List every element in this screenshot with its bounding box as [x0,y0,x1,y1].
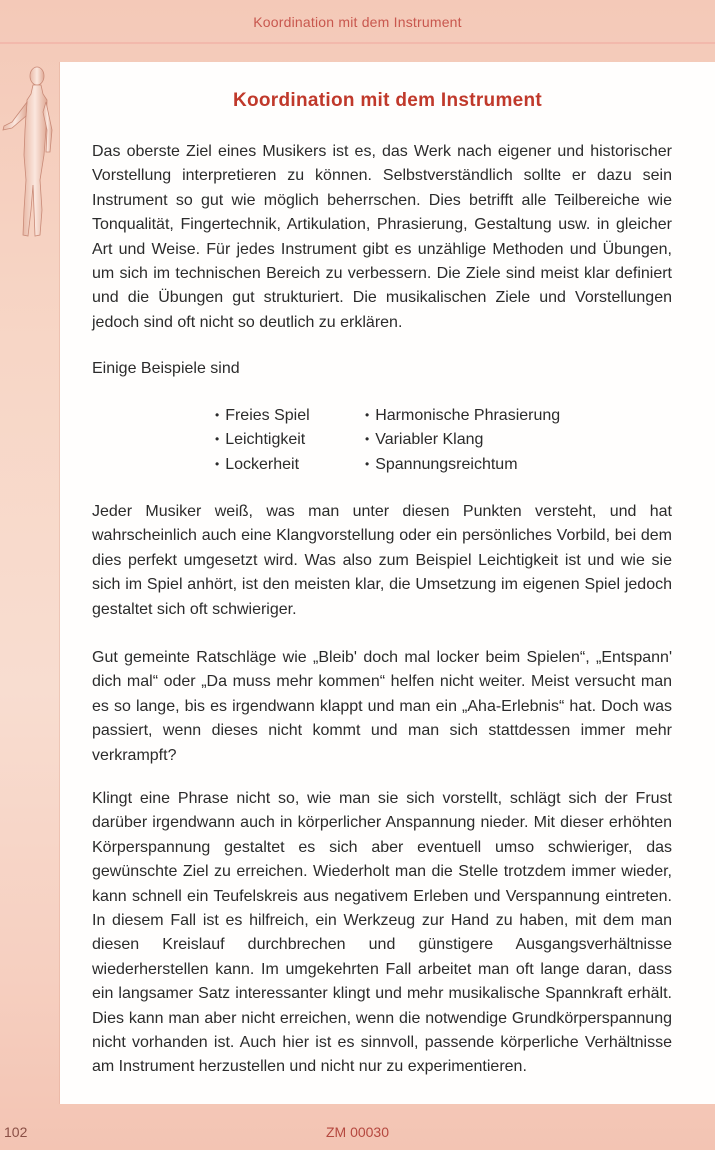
examples-list-left [215,404,365,477]
header-divider [0,42,715,44]
human-figure-illustration [0,60,58,245]
paragraph-tension: Klingt eine Phrase nicht so, wie man sie sich vorstellt, schlägt sich der Frust darüber irgendwann auch in körperlicher Anspannung nieder. Mit dieser erhöhten Körperspannung gestaltet es sich aber eventuell umso schwieriger, das gewünschte Ziel zu erreichen. Wiederholt man die Stelle trotzdem immer wieder, kann schnell ein Teufelskreis aus negativem Erleben und Verspannung eintreten. In diesem Fall ist es hilfreich, ein Werkzeug zur Hand zu haben, mit dem man diesen Kreislauf durchbrechen und günstigere Ausgangsverhältnisse wiederherstellen kann. Im umgekehrten Fall arbeitet man oft lange daran, dass ein langsamer Satz interessanter klingt und mehr musikalische Spannkraft erhält. Dies kann man aber nicht erreichen, wenn die notwendige Grundkörperspannung nicht vorhanden ist. Auch hier ist es sinnvoll, passende körperliche Verhältnisse am Instrument herzustellen und nicht nur zu experimentieren. [92,790,672,1076]
catalog-code: ZM 00030 [325,1124,390,1140]
paragraph-advice: Gut gemeinte Ratschläge wie „Bleib' doch mal locker beim Spielen“, „Entspann' dich mal“ oder „Da muss mehr kommen“ helfen nicht weiter. Meist versucht man es so lange, bis es irgendwann klappt und man ein „Aha-Erlebnis“ hat. Doch was passiert, wenn dieses nicht kommt und man sich stattdessen immer mehr verkrampft? [92,649,672,764]
examples-list [215,404,635,477]
list-item: • Variabler Klang [365,428,560,452]
examples-list-right [365,404,560,477]
list-item: • Harmonische Phrasierung [365,404,560,428]
article-title: Koordination mit dem Instrument [232,90,543,111]
paragraph-intro: Das oberste Ziel eines Musikers ist es, das Werk nach eigener und historischer Vorstellung interpretieren zu können. Selbstverständlich sollte er dazu sein Instrument so gut wie möglich beherrschen. Dies betrifft alle Teilbereiche wie Tonqualität, Fingertechnik, Artikulation, Phrasierung, Gestaltung usw. in gleicher Art und Weise. Für jedes Instrument gibt es unzählige Methoden und Übungen, um sich im technischen Bereich zu verbessern. Die Ziele sind meist klar definiert und die Übungen gut strukturiert. Die musikalischen Ziele und Vorstellungen jedoch sind oft nicht so deutlich zu erklären. [92,143,672,331]
page-number: 102 [4,1124,28,1140]
list-item: • Spannungsreichtum [365,453,560,477]
paragraph-examples-lead: Einige Beispiele sind [92,360,240,377]
running-header: Koordination mit dem Instrument [253,14,462,30]
list-item: • Lockerheit [215,453,365,477]
paragraph-musician-knowledge: Jeder Musiker weiß, was man unter diesen Punkten versteht, und hat wahrscheinlich auch eine Klangvorstellung oder ein persönliches Vorbild, bei dem dies perfekt umgesetzt wird. Was also zum Beispiel Leichtigkeit ist und wie sie sich im Spiel anhört, ist den meisten klar, die Umsetzung im eigenen Spiel jedoch gestaltet sich oft schwieriger. [92,503,672,618]
list-item: • Leichtigkeit [215,428,365,452]
list-item: • Freies Spiel [215,404,365,428]
